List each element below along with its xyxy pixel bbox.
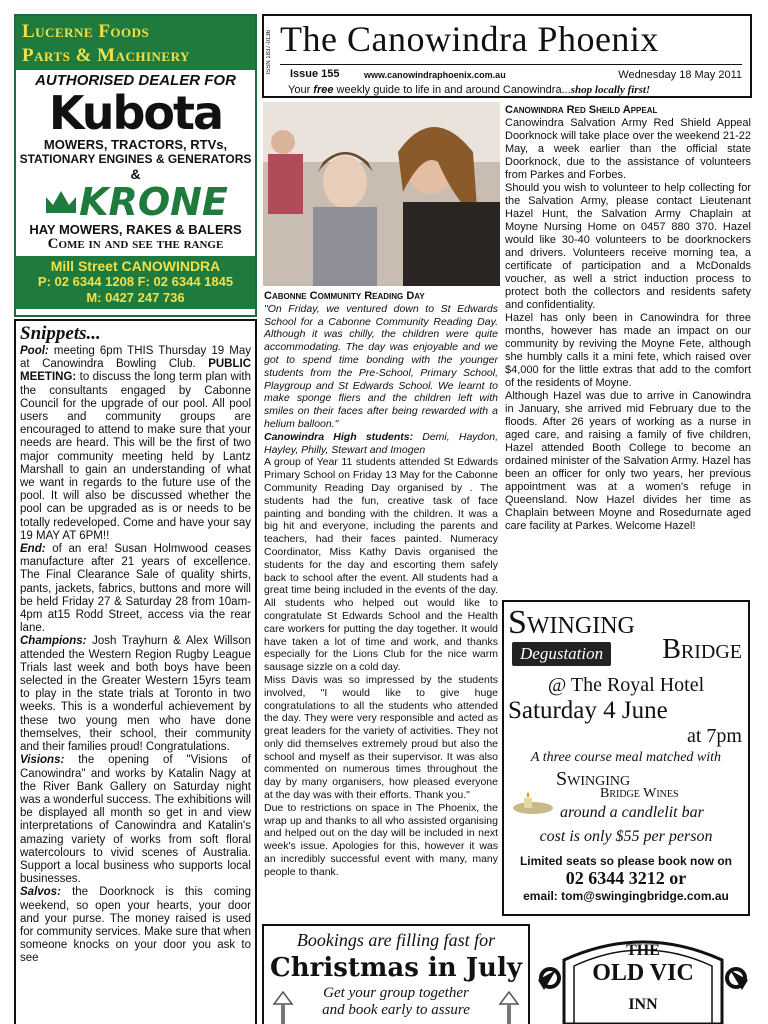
ampersand: & — [130, 166, 141, 182]
snippet-label: Pool: — [20, 345, 49, 357]
candle-icon — [510, 792, 556, 816]
booking-email[interactable]: email: tom@swingingbridge.com.au — [523, 889, 729, 903]
booking-phone: 02 6344 3212 or — [565, 868, 687, 888]
tagline — [288, 84, 650, 96]
website-link[interactable]: www.canowindraphoenix.com.au — [364, 70, 506, 80]
snippet-label: End: — [20, 543, 46, 556]
kubota-logo: Kubota — [48, 86, 223, 140]
swinging-title: Swinging — [508, 604, 635, 641]
snippet-item — [20, 358, 251, 542]
masthead — [262, 14, 752, 98]
krone-text: KRONE — [79, 180, 228, 224]
lucerne-mobile: M: 0427 247 736 — [86, 290, 185, 305]
bookings-text: Bookings are filling fast for — [296, 930, 496, 950]
tagline-shop-local: shop locally first! — [570, 84, 651, 96]
issn: ISSN 1837-0136 — [266, 30, 272, 75]
meal-description: A three course meal matched with — [530, 750, 722, 765]
reading-day-quote: "On Friday, we ventured down to St Edwards School for a Cabonne Community Reading Day. Although it was chilly, the children were quite accommodating. The day was enjoyable and we got to spend time bonding with the younger students from the Pre-School, Primary School, Playgroup and St Edwards School. We learnt to make sponge fliers and the children left with smiles on their faces after being rewarded with a helium balloon." — [264, 302, 498, 430]
lucerne-address: Mill Street CANOWINDRA — [50, 258, 221, 274]
lucerne-footer — [16, 256, 255, 309]
snippet-item — [20, 543, 251, 634]
tagline-pre: Your — [288, 84, 314, 96]
snippet-text: of an era! Susan Holmwood ceases manufacture after 21 years of excellence. The Final Clearance Sale of quality shirts, pants, jackets, fabrics, buttons and more will be held Friday 27 & Saturday 28 from 10am-4pm at15 Rodd Street, access via the rear lane. — [20, 543, 251, 635]
snippet-label: Salvos: — [20, 886, 61, 899]
lucerne-name: Lucerne Foods — [22, 21, 150, 42]
snippet-text: to discuss the long term plan with the consultants engaged by Cabonne Council for the upgrade of our pool. All pool users and community groups are encouraged to attend to make sure that your needs are heard. This will be the first of two major community meeting held by Lantz Marshall to gain an understanding of what we want in regards to the future use of the pool. It will also be discussed whether the pool can be upgraded as is or needs to be totally redeveloped. Come and have your say 19 MAY AT 6PM!! — [20, 371, 251, 542]
red-shield-paragraph: Should you wish to volunteer to help collecting for the Salvation Army, please contact Lieutenant Hazel Hunt, the Salvation Army Chaplain at Moyne Nursing Home on 0457 880 370. Hazel would like 30-40 volunteers to be doorknockers and drivers. Volunteers receive morning tea, a certificate of participation and a McDonalds voucher, as well a strict induction process to protect both the collectors and residents safety and confidentiality. — [505, 182, 751, 311]
lucerne-advert — [14, 14, 257, 317]
red-shield-paragraph: Although Hazel was due to arrive in Canowindra in January, she arrived mid February due to the floods. After 26 years of working as a nurse in aged care, and raising a family of five children, Hazel attended Booth College to become an ordained minister of the Salvation Army. Hazel has been an officer for only two years, her previous appointment was at a women's refuge in Queensland. Now Hazel divides her time as Chaplain between Moyne and Rosedurnate aged care facility at Parkes. Welcome Hazel! — [505, 390, 751, 532]
students-label: Canowindra High students: — [264, 430, 414, 443]
face-painting-photo — [263, 102, 500, 286]
snippets-body — [20, 345, 251, 966]
lamp-icon — [496, 990, 522, 1024]
krone-products: HAY MOWERS, RAKES & BALERS — [29, 222, 242, 237]
wines-bridge: Bridge Wines — [600, 786, 679, 801]
issue-date: Wednesday 18 May 2011 — [618, 69, 742, 81]
lucerne-subname: Parts & Machinery — [22, 45, 190, 66]
photo-illustration — [263, 102, 500, 286]
tagline-free: free — [313, 84, 334, 96]
venue: @ The Royal Hotel — [547, 674, 705, 696]
issue-number: Issue 155 — [290, 68, 340, 80]
red-shield-paragraph: Hazel has only been in Canowindra for three months, however has made an impact on our community by reviving the Moyne Fete, although she humbly calls it a mini fete, which raised over $4,000 for the little extras that add to the comfort of the residents of Moyne. — [505, 312, 751, 389]
old-vic-name: OLD VIC — [592, 960, 694, 986]
bridge-title: Bridge — [662, 634, 742, 665]
christmas-in-july-advert — [262, 924, 530, 1024]
red-shield-paragraph: Canowindra Salvation Army Red Shield Appeal Doorknock will take place over the weekend 21-22 May, a week earlier than the official state Doorknock, due to the assistance of volunteers from Parkes and Forbes. — [505, 117, 751, 181]
reading-day-paragraph: Due to restrictions on space in The Phoenix, the wrap up and thanks to all who assisted organising and helped out on the day will be included in next week's issue. Apologies for this, however it was an incredibly successful event with many, many people to thank. — [264, 801, 498, 878]
snippet-item — [20, 754, 251, 885]
old-vic-inn-advert — [534, 930, 752, 1024]
red-shield-article — [505, 104, 751, 533]
limited-seats: Limited seats so please book now on — [519, 854, 733, 868]
price: cost is only $55 per person — [539, 828, 713, 845]
masthead-rule — [280, 64, 742, 65]
reading-day-article — [264, 290, 498, 879]
snippet-item — [20, 635, 251, 753]
come-in-text: Come in and see the range — [47, 236, 224, 252]
reading-day-heading: Cabonne Community Reading Day — [264, 290, 425, 302]
candlelit-bar: around a candlelit bar — [560, 804, 704, 821]
students-line — [264, 431, 498, 457]
lamp-icon — [270, 990, 296, 1024]
authorised-dealer: AUTHORISED DEALER FOR — [35, 72, 236, 89]
red-shield-heading: Canowindra Red Sheild Appeal — [505, 104, 658, 116]
kubota-products-2: STATIONARY ENGINES & GENERATORS — [19, 152, 252, 166]
old-vic-the: THE — [626, 942, 660, 959]
christmas-in-july-title: Christmas in July — [270, 953, 522, 983]
swinging-bridge-advert — [502, 600, 750, 916]
old-vic-inn: INN — [628, 996, 658, 1013]
reading-day-paragraph: Miss Davis was so impressed by the students involved, "I would like to give huge congratulations to all the students who attended the day. They were very responsible and acted as great leaders for the variety of activities. They not only did themselves extremely proud but also the school and myself as their supervisor. It was also commented on numerous times throughout the day by many organisers, how pleased everyone at the day was with their efforts. Thank you." — [264, 673, 498, 802]
group-text: Get your group together — [323, 985, 469, 1001]
snippet-text: meeting 6pm THIS Thursday 19 May at Canowindra Bowling Club. — [20, 345, 251, 371]
wines-swinging: Swinging — [556, 768, 631, 790]
students-names: Demi, Haydon, Hayley, Philly, Stewart and Imogen — [264, 430, 498, 456]
newspaper-title: The Canowindra Phoenix — [280, 19, 659, 59]
snippet-label: Visions: — [20, 754, 65, 767]
snippet-label: PUBLIC MEETING: — [20, 358, 251, 384]
lucerne-header — [16, 16, 255, 70]
lucerne-phone: P: 02 6344 1208 F: 02 6344 1845 — [37, 274, 234, 289]
snippets-title: Snippets... — [20, 323, 101, 344]
reading-day-paragraph: A group of Year 11 students attended St Edwards Primary School on Friday 13 May for the Cabonne Community Reading Day organised by . The students had the fun, creative task of face painting and bonding with the children. It was a big hit and everyone, including the parents and teachers, had their faces painted. Numeracy Coordinator, Miss Kathy Davis organised the students for the day and escorting them safely back to school after the event. All students had a great time being included in the events of the day. All students who helped out would like to congratulate St Edwards School and the Health care workers for putting the day together. It would have taken a lot of time and work, and thanks especially for the Lions Club for the nice warm sausage sizzle on a cold day. — [264, 456, 498, 674]
snippet-text: the Doorknock is this coming weekend, so open your hearts, your door and your purse. The money raised is used for community services. Make sure that when someone knocks on your door you ask to see — [20, 886, 251, 965]
book-early-text: and book early to assure — [322, 1002, 470, 1018]
snippet-text: the opening of "Visions of Canowindra" and works by Katalin Nagy at the River Bank Gallery on Saturday night was a wonderful success. The exhibitions will be displayed all month so get in and view interpretations of Canowindra and Katalin's amazing variety of works from soft floral watercolours to vivid scenes of Australia. Support a local business who supports local businesses. — [20, 754, 251, 886]
degustation-badge: Degustation — [512, 642, 611, 666]
snippet-text: Josh Trayhurn & Alex Willson attended the Western Region Rugby League Trials last week and both boys have been selected in the Greater Western 15yrs team to play in the state trials at Toronto in two weeks. This is a wonderful achievement by these two young men who have done themselves, their school, their community and their families proud! Congratulations. — [20, 635, 251, 754]
snippet-item — [20, 886, 251, 964]
tagline-mid: weekly guide to life in and around Canowindra... — [333, 84, 571, 96]
krone-crown-icon — [43, 187, 79, 217]
krone-logo — [16, 182, 255, 222]
kubota-products: MOWERS, TRACTORS, RTVs, — [43, 137, 228, 152]
snippets-column — [14, 319, 257, 1024]
event-time: at 7pm — [687, 725, 742, 747]
event-date: Saturday 4 June — [508, 697, 668, 724]
snippet-label: Champions: — [20, 635, 87, 648]
